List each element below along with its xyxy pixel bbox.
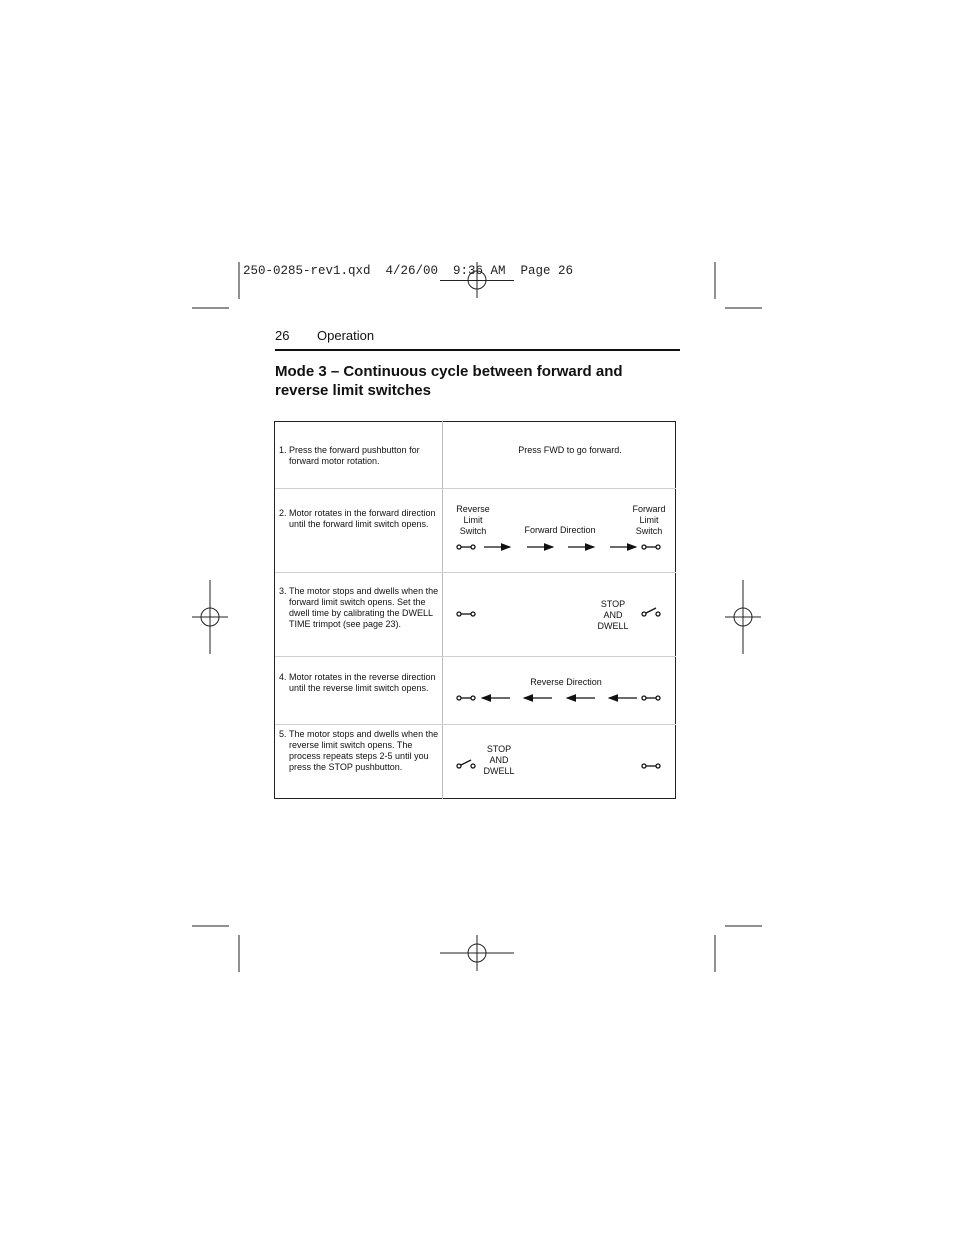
press-fwd-text: Press FWD to go forward. [518,445,622,455]
step-text: Motor rotates in the forward direction until the forward limit switch opens. [289,508,436,529]
section-name: Operation [317,328,375,343]
step-number: 5. [279,729,287,739]
step-number: 4. [279,672,287,682]
page-number: 26 [275,328,290,343]
step-number: 3. [279,586,287,596]
closed-switch-icon [457,612,475,616]
reverse-direction-label: Reverse Direction [530,677,602,687]
reverse-limit-switch-label: Reverse Limit Switch [456,504,490,536]
step-text: Motor rotates in the reverse direction until the reverse limit switch opens. [289,672,436,693]
open-switch-icon [642,608,660,616]
closed-switch-icon [642,545,660,549]
open-switch-icon [457,760,475,768]
forward-limit-switch-label: Forward Limit Switch [632,504,666,536]
stop-and-dwell-label: STOP AND DWELL [483,744,515,776]
step-text: The motor stops and dwells when the reverse limit switch opens. The process repeats steps 2-5 until you press the STOP pushbutton. [289,729,439,772]
closed-switch-icon [642,764,660,768]
step-number: 2. [279,508,287,518]
closed-switch-icon [642,696,660,700]
closed-switch-icon [457,696,475,700]
step-number: 1. [279,445,287,455]
forward-direction-label: Forward Direction [524,525,596,535]
step-text: The motor stops and dwells when the forward limit switch opens. Set the dwell time by calibrating the DWELL TIME trimpot (see page 23). [289,586,439,629]
closed-switch-icon [457,545,475,549]
page-title: Mode 3 – Continuous cycle between forward and reverse limit switches [275,363,623,399]
step-text: Press the forward pushbutton for forward motor rotation. [289,445,420,466]
stop-and-dwell-label: STOP AND DWELL [597,599,629,631]
print-slug: 250-0285-rev1.qxd 4/26/00 9:36 AM Page 26 [243,264,574,278]
